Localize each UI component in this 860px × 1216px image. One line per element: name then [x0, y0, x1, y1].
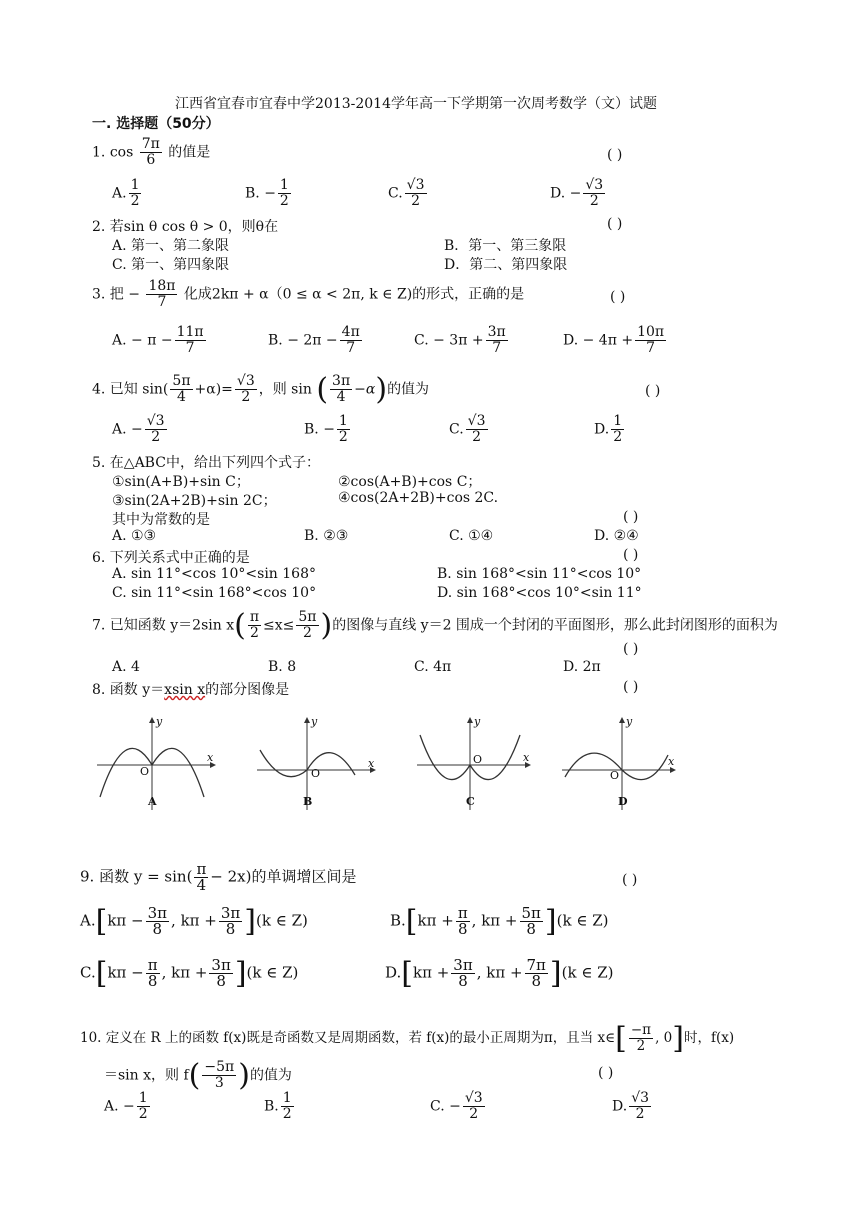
origin-label: O — [311, 767, 321, 780]
question-1: 1. cos $\frac{7\pi}{6}$ 的值是 — [92, 136, 211, 168]
option-a: A.[kπ − $\frac{3\pi}{8}$ , kπ + $\frac{3\pi}{8}$ ](k ∈ Z) — [80, 903, 308, 939]
x-axis-label: x — [668, 755, 675, 768]
graph-d — [562, 715, 676, 810]
option-d: D. − $\frac{√3}{2}$ — [550, 177, 604, 209]
origin-label: O — [610, 769, 620, 782]
option-b: B. − $\frac{1}{2}$ — [245, 177, 289, 209]
fraction: $\frac{7\pi}{6}$ — [141, 136, 160, 168]
option-c: C. sin 11°<sin 168°<cos 10° — [112, 585, 317, 601]
option-a: A. ①③ — [112, 528, 157, 544]
option-a: A. 4 — [112, 659, 140, 675]
option-b: B. 8 — [268, 659, 297, 675]
origin-label: O — [140, 765, 150, 778]
question-10-line2: ＝sin x，则 f( $\frac{-5\pi}{3}$ )的值为 — [104, 1057, 292, 1093]
option-d: D. sin 168°<cos 10°<sin 11° — [437, 585, 642, 601]
expression-4: ④cos(2A+2B)+cos 2C. — [338, 490, 499, 506]
origin-label: O — [473, 753, 483, 766]
question-8: 8. 函数 y＝xsin x的部分图像是 — [92, 682, 290, 698]
answer-paren: ( ) — [598, 1065, 614, 1081]
graph-c — [417, 715, 531, 810]
page-title: 江西省宜春市宜春中学2013-2014学年高一下学期第一次周考数学（文）试题 — [175, 96, 657, 112]
answer-paren: ( ) — [645, 383, 661, 399]
question-6: 6. 下列关系式中正确的是 — [92, 550, 250, 566]
y-axis-label: y — [311, 715, 318, 728]
question-9: 9. 函数 y = sin( $\frac{\pi}{4}$ − 2x)的单调增区间是 — [80, 860, 357, 894]
expression-2: ②cos(A+B)+cos C； — [338, 474, 482, 490]
option-c: C.[kπ − $\frac{\pi}{8}$ , kπ + $\frac{3\pi}{8}$ ](k ∈ Z) — [80, 955, 299, 991]
answer-paren: ( ) — [607, 147, 623, 163]
graph-label-d: D — [618, 795, 628, 808]
option-a: A. sin 11°<cos 10°<sin 168° — [112, 566, 316, 582]
option-c: C. $\frac{√3}{2}$ — [388, 177, 425, 209]
option-b: B. $\frac{1}{2}$ — [264, 1090, 292, 1122]
option-c: C. − 3π + $\frac{3\pi}{7}$ — [414, 324, 506, 356]
y-axis-label: y — [474, 715, 481, 728]
option-c: C. $\frac{√3}{2}$ — [449, 413, 486, 445]
y-axis-label: y — [626, 715, 633, 728]
option-c: C. 第一、第四象限 — [112, 257, 230, 273]
option-d: D. 2π — [563, 659, 601, 675]
question-5: 5. 在△ABC中，给出下列四个式子： — [92, 455, 320, 471]
option-a: A. − $\frac{√3}{2}$ — [112, 413, 165, 445]
question-10: 10. 定义在 R 上的函数 f(x)既是奇函数又是周期函数，若 f(x)的最小正周期为π，且当 x∈[ $\frac{-\pi}{2}$ , 0]时，f(x) — [80, 1020, 735, 1056]
option-d: D. $\frac{1}{2}$ — [594, 413, 623, 445]
answer-paren: ( ) — [623, 641, 639, 657]
option-b: B. − 2π − $\frac{4\pi}{7}$ — [268, 324, 360, 356]
answer-paren: ( ) — [622, 872, 638, 888]
graph-label-c: C — [466, 795, 475, 808]
expression-1: ①sin(A+B)+sin C； — [112, 474, 250, 490]
graph-b — [257, 715, 376, 810]
option-c: C. − $\frac{√3}{2}$ — [430, 1090, 483, 1122]
option-d: D. $\frac{√3}{2}$ — [612, 1090, 650, 1122]
option-d: D. − 4π + $\frac{10\pi}{7}$ — [563, 324, 665, 356]
question-3: 3. 把 − $\frac{18\pi}{7}$ 化成2kπ + α（0 ≤ α < 2π, k ∈ Z)的形式，正确的是 — [92, 278, 525, 310]
function-graphs — [95, 715, 695, 815]
option-b: B.[kπ + $\frac{\pi}{8}$ , kπ + $\frac{5\pi}{8}$ ](k ∈ Z) — [390, 903, 609, 939]
option-b: B. − $\frac{1}{2}$ — [304, 413, 348, 445]
option-a: A. − $\frac{1}{2}$ — [104, 1090, 148, 1122]
x-axis-label: x — [207, 751, 214, 764]
graph-label-b: B — [303, 795, 313, 808]
graph-label-a: A — [148, 795, 157, 808]
question-4: 4. 已知 sin( $\frac{5\pi}{4}$ +α)= $\frac{√3}{2}$ ，则 sin ( $\frac{3\pi}{4}$ −α)的值为 — [92, 371, 430, 407]
x-axis-label: x — [523, 751, 530, 764]
answer-paren: ( ) — [623, 509, 639, 525]
option-c: C. ①④ — [449, 528, 494, 544]
section-heading: 一. 选择题（50分） — [92, 116, 220, 132]
option-b: B. sin 168°<sin 11°<cos 10° — [437, 566, 642, 582]
option-b: B. ②③ — [304, 528, 349, 544]
option-b: B．第一、第三象限 — [444, 238, 567, 254]
option-a: A. − π − $\frac{11\pi}{7}$ — [112, 324, 204, 356]
answer-paren: ( ) — [623, 679, 639, 695]
answer-paren: ( ) — [607, 216, 623, 232]
option-d: D.[kπ + $\frac{3\pi}{8}$ , kπ + $\frac{7\pi}{8}$ ](k ∈ Z) — [385, 955, 614, 991]
answer-paren: ( ) — [623, 547, 639, 563]
question-2: 2. 若sin θ cos θ > 0，则θ在 — [92, 219, 279, 235]
question-5-ask: 其中为常数的是 — [112, 512, 210, 528]
y-axis-label: y — [156, 715, 163, 728]
option-a: A. 第一、第二象限 — [112, 238, 230, 254]
question-7: 7. 已知函数 y＝2sin x( $\frac{\pi}{2}$ ≤x≤ $\frac{5\pi}{2}$ )的图像与直线 y＝2 围成一个封闭的平面图形，那么此封闭图形的面积为 — [92, 607, 778, 643]
x-axis-label: x — [368, 757, 375, 770]
expression-3: ③sin(2A+2B)+sin 2C； — [112, 493, 277, 509]
option-c: C. 4π — [414, 659, 452, 675]
option-d: D. ②④ — [594, 528, 639, 544]
answer-paren: ( ) — [610, 289, 626, 305]
option-a: A. $\frac{1}{2}$ — [112, 177, 140, 209]
graph-a — [97, 715, 216, 810]
option-d: D．第二、第四象限 — [444, 257, 568, 273]
